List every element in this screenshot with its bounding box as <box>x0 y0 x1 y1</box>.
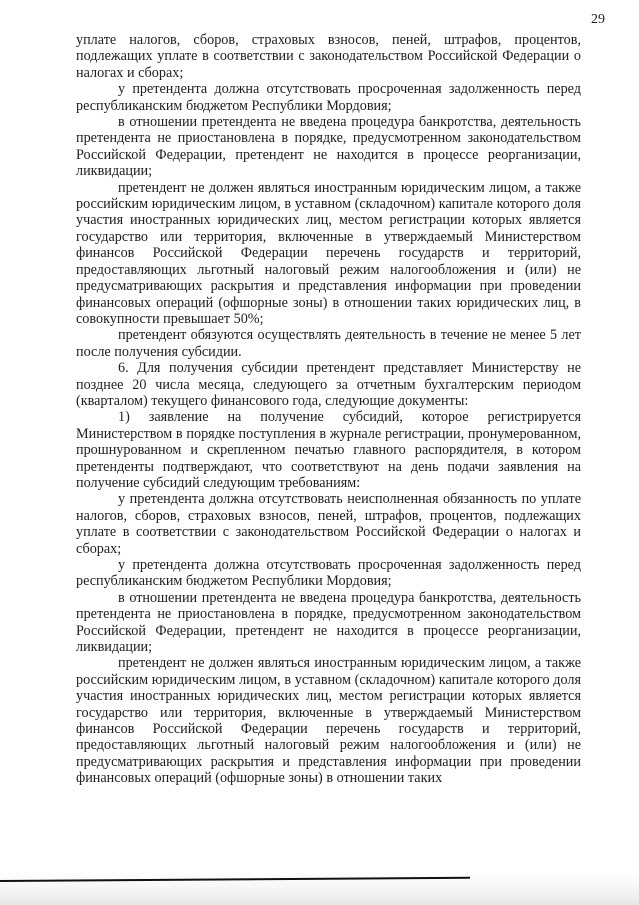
paragraph: претендент не должен являться иностранным юридическим лицом, а также российским юридическим лицом, в уставном (складочном) капитале которого доля участия иностранных юридических лиц, местом регистрации которых является государство или территория, включенные в утверждаемый Министерством финансов Российской Федерации перечень государств и территорий, предоставляющих льготный налоговый режим налогообложения и (или) не предусматривающих раскрытия и представления информации при проведении финансовых операций (офшорные зоны) в отношении таких <box>76 655 581 787</box>
paragraph: претендент не должен являться иностранным юридическим лицом, а также российским юридическим лицом, в уставном (складочном) капитале которого доля участия иностранных юридических лиц, местом регистрации которых является государство или территория, включенные в утверждаемый Министерством финансов Российской Федерации перечень государств и территорий, предоставляющих льготный налоговый режим налогообложения и (или) не предусматривающих раскрытия и представления информации при проведении финансовых операций (офшорные зоны) в отношении таких юридических лиц, в совокупности превышает 50%; <box>76 179 581 327</box>
paragraph: у претендента должна отсутствовать неисполненная обязанность по уплате налогов, сборов, страховых взносов, пеней, штрафов, процентов, подлежащих уплате в соответствии с законодательством Российской Федерации о налогах и сборах; <box>76 491 581 557</box>
document-body <box>76 32 581 787</box>
paragraph: в отношении претендента не введена процедура банкротства, деятельность претендента не приостановлена в порядке, предусмотренном законодательством Российской Федерации, претендент не находится в процессе реорганизации, ликвидации; <box>76 589 581 656</box>
paragraph: в отношении претендента не введена процедура банкротства, деятельность претендента не приостановлена в порядке, предусмотренном законодательством Российской Федерации, претендент не находится в процессе реорганизации, ликвидации; <box>76 114 581 180</box>
paragraph: 6. Для получения субсидии претендент представляет Министерству не позднее 20 числа месяца, следующего за отчетным бухгалтерским периодом (кварталом) текущего финансового года, следующие документы: <box>76 360 581 409</box>
page-number: 29 <box>591 12 605 27</box>
paragraph: у претендента должна отсутствовать просроченная задолженность перед республиканским бюджетом Республики Мордовия; <box>76 81 581 114</box>
paragraph: уплате налогов, сборов, страховых взносов, пеней, штрафов, процентов, подлежащих уплате в соответствии с законодательством Российской Федерации о налогах и сборах; <box>76 32 581 81</box>
paragraph: претендент обязуются осуществлять деятельность в течение не менее 5 лет после получения субсидии. <box>76 327 581 360</box>
paragraph: у претендента должна отсутствовать просроченная задолженность перед республиканским бюджетом Республики Мордовия; <box>76 557 581 590</box>
paragraph: 1) заявление на получение субсидий, которое регистрируется Министерством в порядке поступления в журнале регистрации, пронумерованном, прошнурованном и скрепленном печатью главного распорядителя, в котором претенденты подтверждают, что соответствуют на день подачи заявления на получение субсидий следующим требованиям: <box>76 409 581 491</box>
